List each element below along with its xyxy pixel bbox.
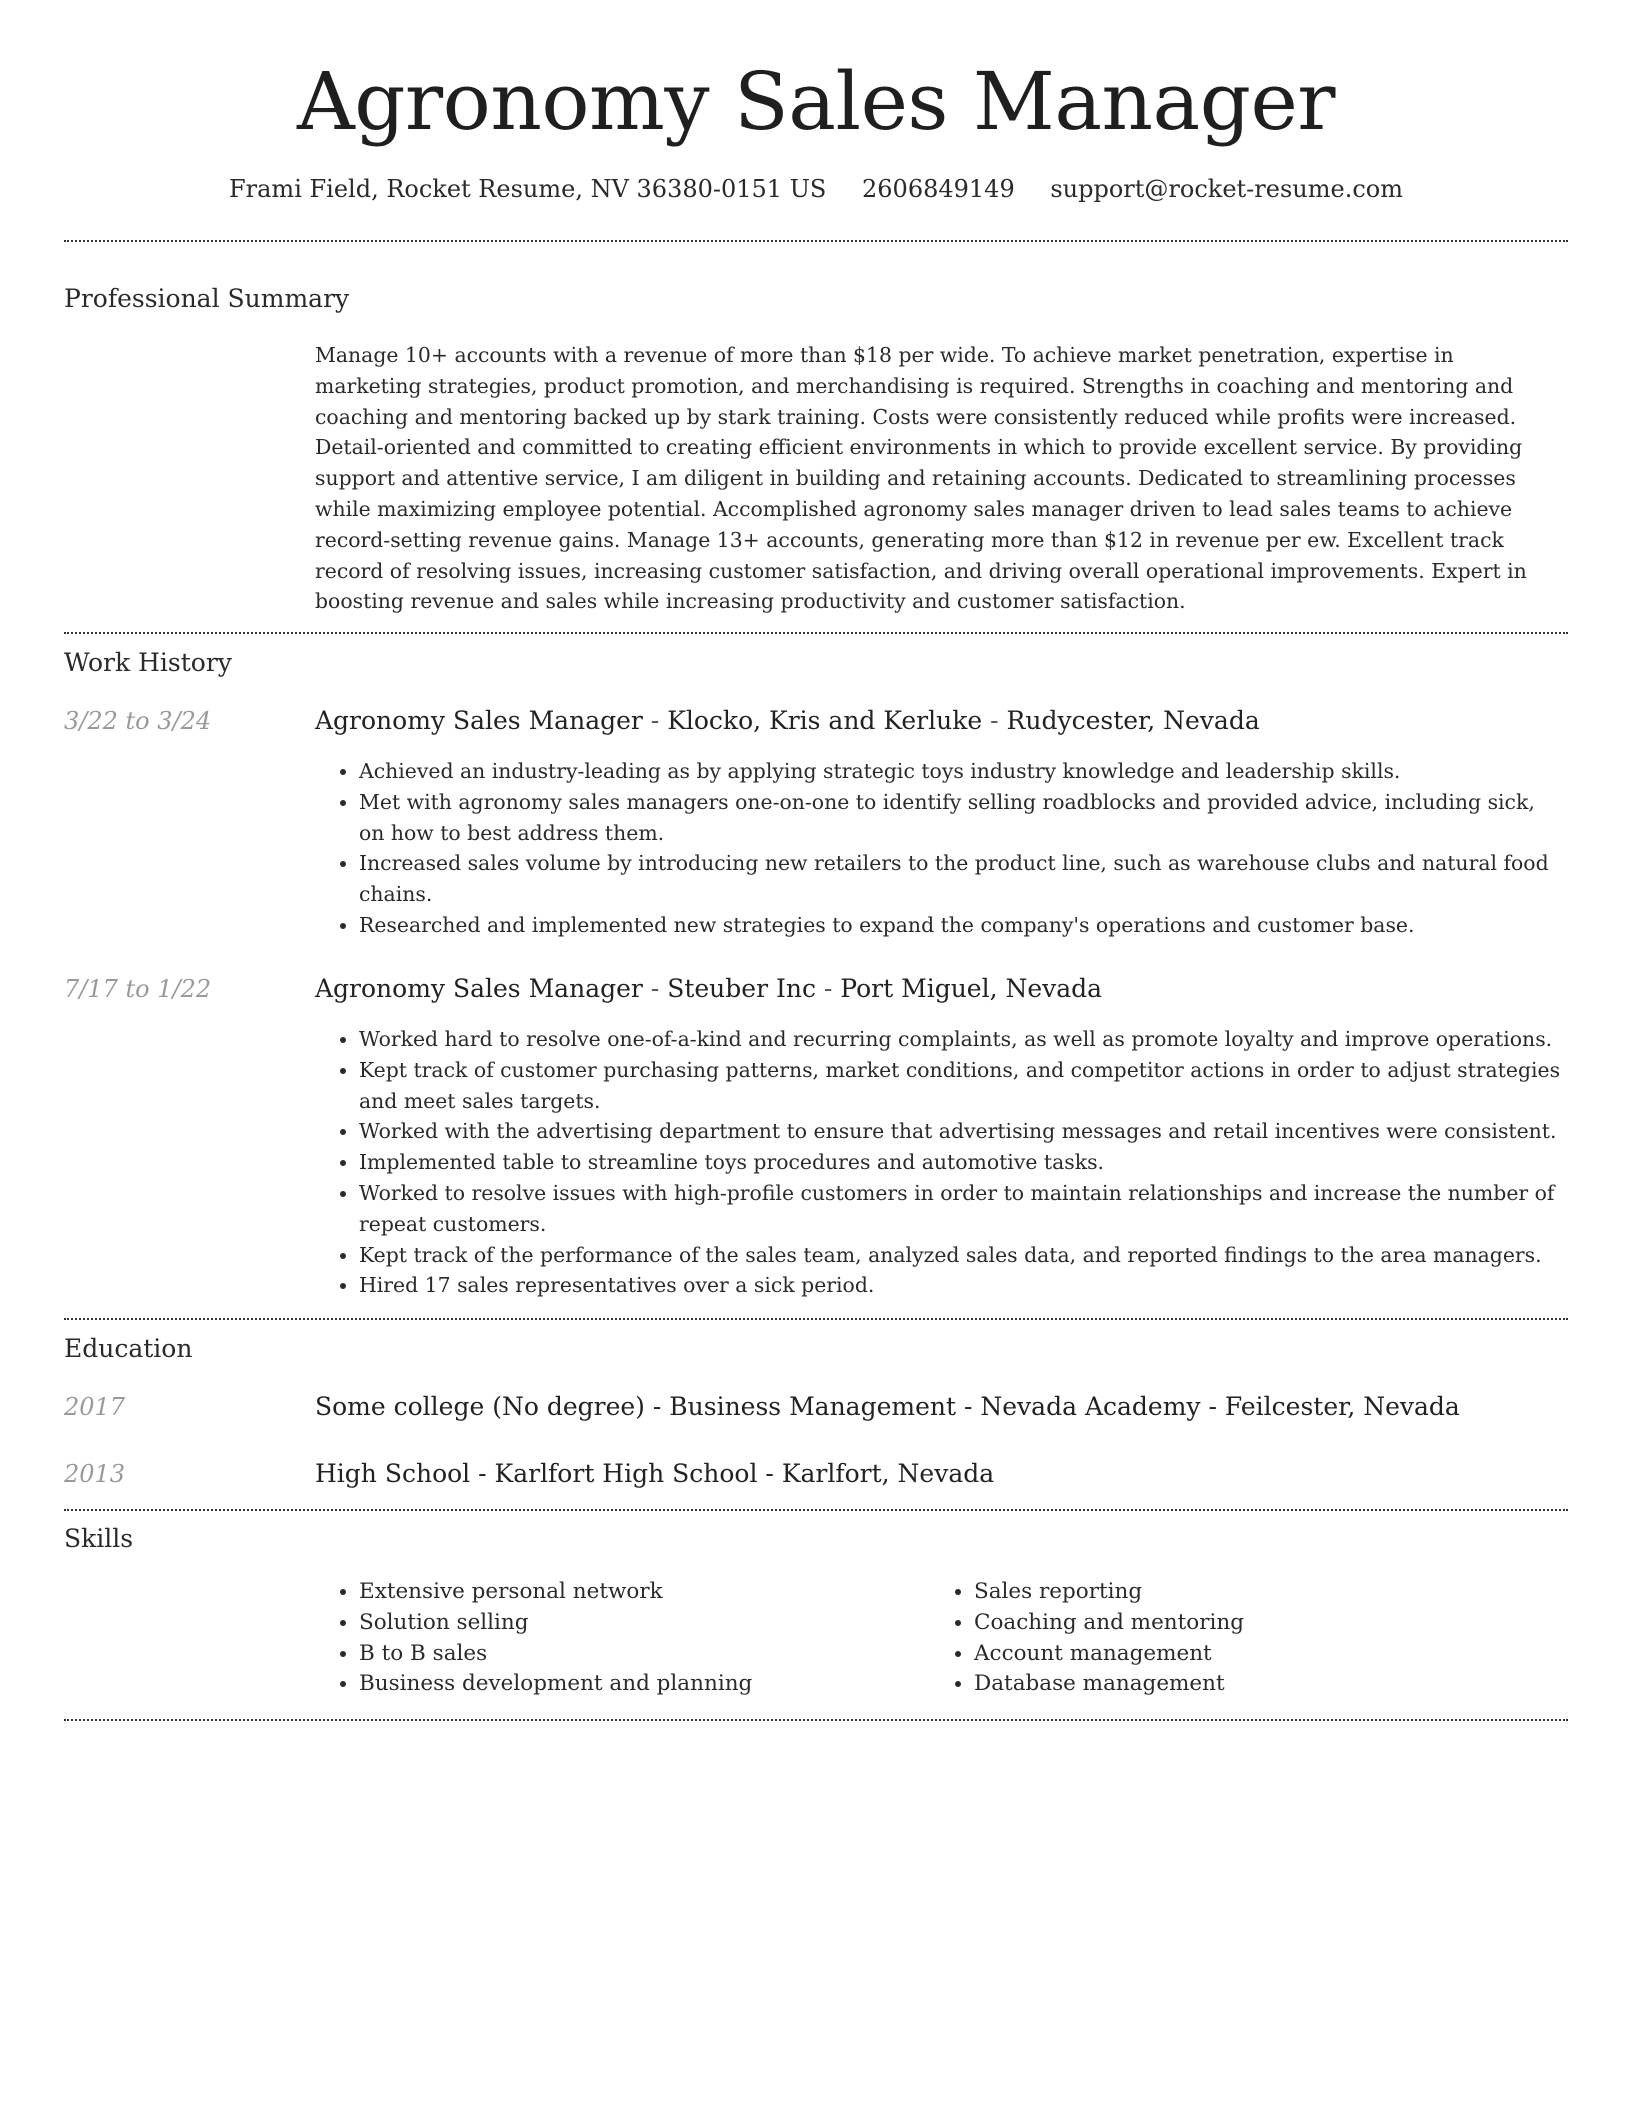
section-divider bbox=[64, 1509, 1568, 1511]
job-dates: 7/17 to 1/22 bbox=[64, 975, 212, 1003]
education-location: Feilcester, Nevada bbox=[1224, 1392, 1460, 1421]
contact-phone: 2606849149 bbox=[862, 175, 1015, 203]
job-dates: 3/22 to 3/24 bbox=[64, 707, 212, 735]
list-item: • Worked to resolve issues with high-profile customers in order to maintain relationships and increase the number of repeat customers. bbox=[359, 1178, 1565, 1240]
list-item: • Kept track of the performance of the sales team, analyzed sales data, and reported findings to the area managers. bbox=[359, 1240, 1565, 1271]
section-divider bbox=[64, 1719, 1568, 1721]
education-degree: Some college (No degree) bbox=[315, 1392, 645, 1421]
list-item: • Met with agronomy sales managers one-on-one to identify selling roadblocks and provided advice, including sick, on how to best address them. bbox=[359, 787, 1565, 849]
candidate-name: Agronomy Sales Manager bbox=[296, 55, 1336, 148]
job-role: Agronomy Sales Manager bbox=[315, 974, 643, 1003]
contact-address: Frami Field, Rocket Resume, NV 36380-0151 US bbox=[229, 175, 827, 203]
separator: - bbox=[642, 706, 668, 735]
education-entry bbox=[315, 1457, 994, 1491]
education-entry bbox=[315, 1390, 1460, 1424]
job-location: Port Miguel, Nevada bbox=[840, 974, 1103, 1003]
job-role: Agronomy Sales Manager bbox=[315, 706, 643, 735]
skill-item: • Coaching and mentoring bbox=[974, 1608, 1530, 1639]
skill-item: • Database management bbox=[974, 1669, 1530, 1700]
section-divider bbox=[64, 632, 1568, 634]
skills-list-right bbox=[930, 1577, 1530, 1700]
skill-item: • Sales reporting bbox=[974, 1577, 1530, 1608]
skills-list-left bbox=[315, 1577, 915, 1700]
list-item: • Researched and implemented new strategies to expand the company's operations and customer base. bbox=[359, 910, 1565, 941]
list-item: • Kept track of customer purchasing patterns, market conditions, and competitor actions in order to adjust strategies and meet sales targets. bbox=[359, 1055, 1565, 1117]
job-heading bbox=[315, 704, 1260, 738]
contact-line bbox=[0, 172, 1632, 206]
list-item: • Hired 17 sales representatives over a sick period. bbox=[359, 1270, 1565, 1301]
skill-item: • Extensive personal network bbox=[359, 1577, 915, 1608]
education-degree: High School bbox=[315, 1459, 471, 1488]
education-year: 2013 bbox=[64, 1460, 126, 1488]
list-item: • Increased sales volume by introducing new retailers to the product line, such as warehouse clubs and natural food chains. bbox=[359, 848, 1565, 910]
job-bullets bbox=[315, 756, 1565, 941]
separator: - bbox=[644, 1392, 670, 1421]
education-year: 2017 bbox=[64, 1393, 126, 1421]
section-title-skills: Skills bbox=[64, 1524, 134, 1553]
skill-item: • Business development and planning bbox=[359, 1669, 915, 1700]
skill-item: • B to B sales bbox=[359, 1639, 915, 1670]
separator: - bbox=[815, 974, 841, 1003]
section-divider bbox=[64, 240, 1568, 242]
job-company: Steuber Inc bbox=[667, 974, 816, 1003]
separator: - bbox=[470, 1459, 495, 1488]
separator: - bbox=[1200, 1392, 1225, 1421]
section-title-summary: Professional Summary bbox=[64, 284, 350, 313]
education-location: Karlfort, Nevada bbox=[781, 1459, 995, 1488]
list-item: • Worked with the advertising department to ensure that advertising messages and retail incentives were consistent. bbox=[359, 1116, 1565, 1147]
job-location: Rudycester, Nevada bbox=[1006, 706, 1260, 735]
education-school: Nevada Academy bbox=[980, 1392, 1201, 1421]
section-title-education: Education bbox=[64, 1334, 193, 1363]
separator: - bbox=[956, 1392, 981, 1421]
section-title-work-history: Work History bbox=[64, 648, 232, 677]
section-divider bbox=[64, 1318, 1568, 1320]
separator: - bbox=[757, 1459, 782, 1488]
list-item: • Implemented table to streamline toys procedures and automotive tasks. bbox=[359, 1147, 1565, 1178]
education-school: Karlfort High School bbox=[494, 1459, 758, 1488]
job-bullets bbox=[315, 1024, 1565, 1301]
education-field: Business Management bbox=[669, 1392, 957, 1421]
list-item: • Achieved an industry-leading as by applying strategic toys industry knowledge and leadership skills. bbox=[359, 756, 1565, 787]
summary-text: Manage 10+ accounts with a revenue of more than $18 per wide. To achieve market penetration, expertise in marketing strategies, product promotion, and merchandising is required. Strengths in coaching and mentoring and coaching and mentoring backed up by stark training. Costs were consistently reduced while profits were increased. Detail-oriented and committed to creating efficient environments in which to provide excellent service. By providing support and attentive service, I am diligent in building and retaining accounts. Dedicated to streamlining processes while maximizing employee potential. Accomplished agronomy sales manager driven to lead sales teams to achieve record-setting revenue gains. Manage 13+ accounts, generating more than $12 in revenue per ew. Excellent track record of resolving issues, increasing customer satisfaction, and driving overall operational improvements. Expert in boosting revenue and sales while increasing productivity and customer satisfaction. bbox=[315, 343, 1527, 614]
separator: - bbox=[982, 706, 1007, 735]
skill-item: • Solution selling bbox=[359, 1608, 915, 1639]
job-heading bbox=[315, 972, 1102, 1006]
separator: - bbox=[642, 974, 668, 1003]
skill-item: • Account management bbox=[974, 1639, 1530, 1670]
contact-email: support@rocket-resume.com bbox=[1050, 175, 1403, 203]
job-company: Klocko, Kris and Kerluke bbox=[667, 706, 983, 735]
list-item: • Worked hard to resolve one-of-a-kind and recurring complaints, as well as promote loyalty and improve operations. bbox=[359, 1024, 1565, 1055]
